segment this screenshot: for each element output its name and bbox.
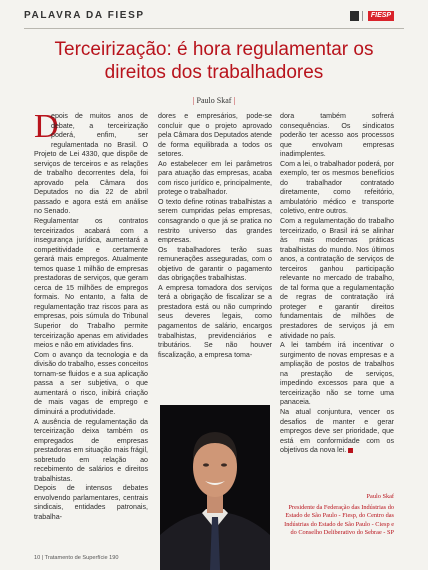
article-title: Terceirização: é hora regulamentar os direitos dos trabalhadores [54,39,374,83]
paragraph: dores e empresários, pode-se concluir que o projeto aprovado pela Câmara dos Deputados atende de forma equilibrada a todos os setores. [158,112,272,159]
photo-caption [280,493,394,538]
portrait-eye-right [221,463,227,466]
paragraph-text: epois de muitos anos de debate, a terceirização poderá, enfim, ser regulamentada no Brasil. O Projeto de Lei 4330, que dispõe de serviços de terceiros e as relações de trabalho decorrentes dela, foi aprovado pela Câmara dos Deputados no dia 22 de abril passado e agora está em análise no Senado. [34,112,148,216]
paragraph: Regulamentar os contratos terceirizados acabará com a insegurança jurídica, aumentará a competitividade e certamente gerará mais empregos. Atualmente temos quase 1 milhão de empresas prestadoras de serviços, que geram cerca de 15 milhões de empregos formais. No entanto, a falta de regulamentação traz riscos para as empresas, pois súmula do Tribunal Superior do Trabalho permite terceirização apenas em atividades meios e não em atividades fins. [34,217,148,350]
paragraph-text: Na atual conjuntura, vencer os desafios de manter e gerar empregos deve ser prioridade, que está em conformidade com os objetivos da nova lei. [280,407,394,455]
paragraph: Com a regulamentação do trabalho terceirizado, o Brasil irá se alinhar às mais modernas práticas trabalhistas do mundo. Nos últimos anos, a contratação de serviços de terceiros ganhou participação relevante no mercado de trabalho, de tal forma que a regulamentação de regras de contratação irá proteger e garantir direitos fundamentais de milhões de prestadores de serviços já em atividade no país. [280,217,394,340]
paragraph: dora também sofrerá consequências. Os sindicatos poderão ter acesso aos processos que envolvam empresas inadimplentes. [280,112,394,159]
caption-name: Paulo Skaf [366,493,394,500]
author-portrait [160,405,270,570]
end-mark-icon [348,448,353,453]
paragraph: O texto define rotinas trabalhistas a serem cumpridas pelas empresas, consagrando o que já se pratica no restrito universo das grandes empresas. [158,197,272,245]
logo-divider [362,11,363,21]
paragraph: Com a lei, o trabalhador poderá, por exemplo, ter os mesmos benefícios do trabalhador contratado diretamente, como refeitório, ambulatório médico e transporte coletivo, entre outros. [280,159,394,216]
paragraph: A lei também irá incentivar o surgimento de novas empresas e a ampliação de postos de trabalhos na prestação de serviços, impedindo excessos para que a terceirização não se torne uma panaceia. [280,341,394,407]
drop-cap: D [34,108,59,145]
paragraph: Ao estabelecer em lei parâmetros para atuação das empresas, acaba com risco jurídico e, principalmente, protege o trabalhador. [158,159,272,197]
fiesp-logo: FIESP [368,11,394,21]
paragraph: A empresa tomadora dos serviços terá a obrigação de fiscalizar se a prestadora está ou não cumprindo seus deveres legais, como pagamentos de salário, encargos trabalhistas, previdenciários e tributários. Se não houver fiscalização, a empresa toma- [158,283,272,359]
byline [0,96,428,105]
fiesp-emblem-icon [350,11,359,21]
portrait-eye-left [203,463,209,466]
caption-role: Presidente da Federação das Indústrias do Estado de São Paulo - Fiesp, do Centro das Indústrias do Estado de São Paulo - Ciesp e do Conselho Deliberativo do Sebrae - SP [284,503,394,537]
paragraph: Com o avanço da tecnologia e da divisão do trabalho, esses conceitos tornam-se fluidos e a sua aplicação passa a ser subjetiva, o que aumentará o risco, inibirá criação de mais vagas de emprego e diminuirá a produtividade. [34,350,148,416]
article-column-1 [34,108,148,523]
portrait-illustration [160,405,270,570]
byline-bar-right: | [233,96,236,105]
byline-author: Paulo Skaf [196,96,232,105]
page-header [0,0,428,30]
byline-bar-left: | [192,96,195,105]
paragraph [280,408,394,456]
page-footer: 10 | Tratamento de Superfície 190 [34,555,119,561]
paragraph: A ausência de regulamentação da terceirização deixa também os empregados de empresas prestadoras em situação mais frágil, sobretudo em relação ao recebimento de salários e direitos trabalhistas. [34,417,148,483]
paragraph [34,108,148,217]
article-column-2 [158,112,272,360]
article-column-3 [280,112,394,456]
section-label: PALAVRA DA FIESP [24,10,145,21]
header-rule [24,28,404,29]
paragraph: Depois de intensos debates envolvendo parlamentares, centrais sindicais, entidades patronais, trabalha- [34,484,148,521]
paragraph: Os trabalhadores terão suas remunerações asseguradas, com o objetivo de garantir o pagamento das obrigações trabalhistas. [158,245,272,283]
